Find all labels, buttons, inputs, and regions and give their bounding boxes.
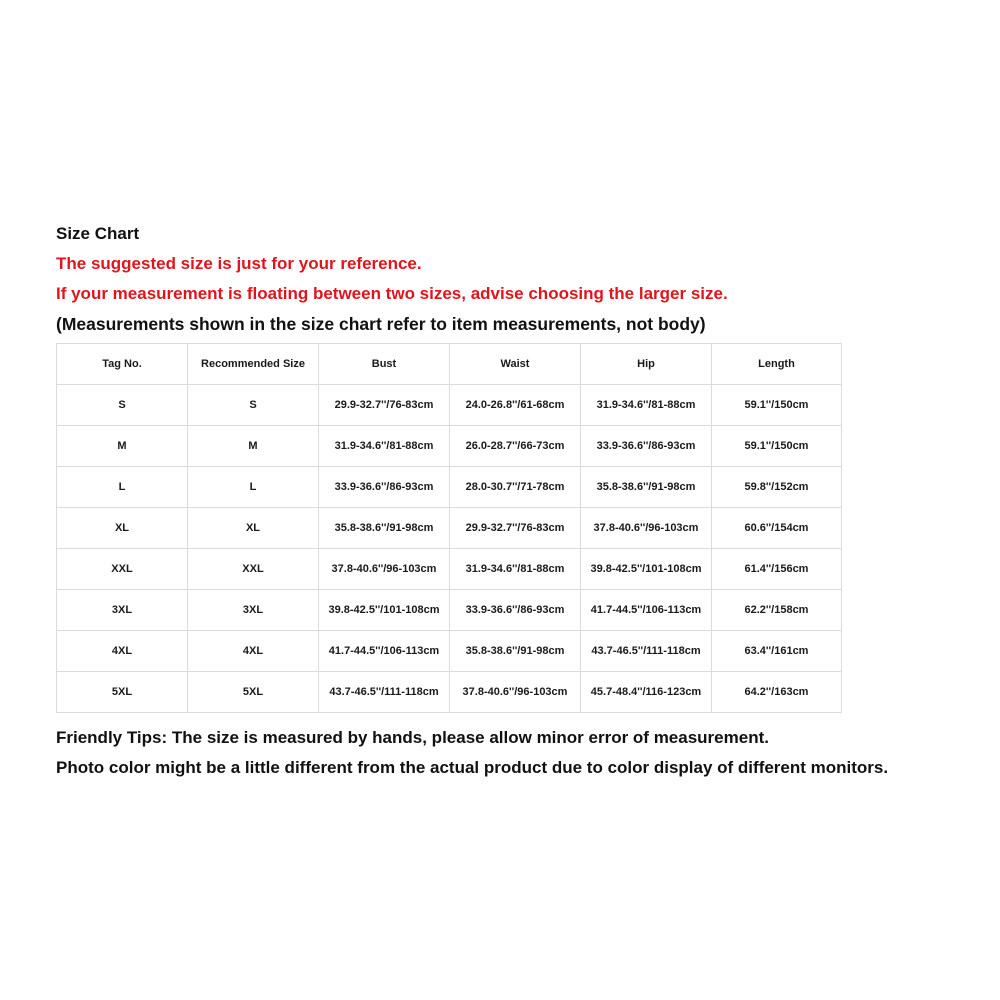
column-header-length: Length	[712, 344, 842, 385]
cell-recommended-size: 3XL	[188, 590, 319, 631]
cell-waist: 35.8-38.6''/91-98cm	[450, 631, 581, 672]
cell-bust: 41.7-44.5''/106-113cm	[319, 631, 450, 672]
cell-tag-no: M	[57, 426, 188, 467]
cell-recommended-size: M	[188, 426, 319, 467]
table-row	[57, 426, 842, 467]
cell-bust: 37.8-40.6''/96-103cm	[319, 549, 450, 590]
cell-waist: 31.9-34.6''/81-88cm	[450, 549, 581, 590]
cell-length: 62.2''/158cm	[712, 590, 842, 631]
cell-hip: 31.9-34.6''/81-88cm	[581, 385, 712, 426]
cell-recommended-size: XL	[188, 508, 319, 549]
friendly-tip: Friendly Tips: The size is measured by hands, please allow minor error of measurement.	[56, 728, 769, 747]
cell-recommended-size: S	[188, 385, 319, 426]
cell-recommended-size: XXL	[188, 549, 319, 590]
cell-tag-no: 3XL	[57, 590, 188, 631]
page-title: Size Chart	[56, 224, 140, 243]
cell-length: 63.4''/161cm	[712, 631, 842, 672]
table-row	[57, 672, 842, 713]
cell-length: 59.8''/152cm	[712, 467, 842, 508]
larger-size-advice: If your measurement is floating between two sizes, advise choosing the larger size.	[56, 284, 728, 303]
cell-bust: 33.9-36.6''/86-93cm	[319, 467, 450, 508]
column-header-bust: Bust	[319, 344, 450, 385]
cell-hip: 39.8-42.5''/101-108cm	[581, 549, 712, 590]
column-header-tag-no: Tag No.	[57, 344, 188, 385]
table-row	[57, 631, 842, 672]
cell-waist: 29.9-32.7''/76-83cm	[450, 508, 581, 549]
cell-hip: 35.8-38.6''/91-98cm	[581, 467, 712, 508]
cell-recommended-size: 5XL	[188, 672, 319, 713]
size-chart-container	[56, 219, 976, 783]
cell-waist: 28.0-30.7''/71-78cm	[450, 467, 581, 508]
cell-bust: 39.8-42.5''/101-108cm	[319, 590, 450, 631]
cell-hip: 43.7-46.5''/111-118cm	[581, 631, 712, 672]
cell-hip: 33.9-36.6''/86-93cm	[581, 426, 712, 467]
cell-tag-no: XXL	[57, 549, 188, 590]
cell-bust: 43.7-46.5''/111-118cm	[319, 672, 450, 713]
cell-bust: 31.9-34.6''/81-88cm	[319, 426, 450, 467]
cell-hip: 37.8-40.6''/96-103cm	[581, 508, 712, 549]
cell-length: 60.6''/154cm	[712, 508, 842, 549]
table-row	[57, 590, 842, 631]
cell-length: 61.4''/156cm	[712, 549, 842, 590]
cell-waist: 33.9-36.6''/86-93cm	[450, 590, 581, 631]
cell-waist: 37.8-40.6''/96-103cm	[450, 672, 581, 713]
cell-hip: 41.7-44.5''/106-113cm	[581, 590, 712, 631]
table-row	[57, 549, 842, 590]
cell-length: 59.1''/150cm	[712, 426, 842, 467]
color-disclaimer: Photo color might be a little different from the actual product due to color display of different monitors.	[56, 758, 889, 777]
column-header-recommended-size: Recommended Size	[188, 344, 319, 385]
column-header-hip: Hip	[581, 344, 712, 385]
cell-bust: 29.9-32.7''/76-83cm	[319, 385, 450, 426]
cell-tag-no: XL	[57, 508, 188, 549]
cell-waist: 24.0-26.8''/61-68cm	[450, 385, 581, 426]
column-header-waist: Waist	[450, 344, 581, 385]
tips-section	[56, 723, 976, 783]
size-table	[56, 343, 842, 713]
cell-tag-no: 5XL	[57, 672, 188, 713]
cell-recommended-size: L	[188, 467, 319, 508]
cell-tag-no: 4XL	[57, 631, 188, 672]
reference-notice: The suggested size is just for your reference.	[56, 254, 422, 273]
cell-tag-no: S	[57, 385, 188, 426]
table-row	[57, 508, 842, 549]
measurement-note: (Measurements shown in the size chart refer to item measurements, not body)	[56, 314, 706, 334]
table-row	[57, 467, 842, 508]
cell-bust: 35.8-38.6''/91-98cm	[319, 508, 450, 549]
cell-length: 64.2''/163cm	[712, 672, 842, 713]
cell-hip: 45.7-48.4''/116-123cm	[581, 672, 712, 713]
table-row	[57, 385, 842, 426]
cell-waist: 26.0-28.7''/66-73cm	[450, 426, 581, 467]
cell-length: 59.1''/150cm	[712, 385, 842, 426]
table-header-row	[57, 344, 842, 385]
cell-tag-no: L	[57, 467, 188, 508]
cell-recommended-size: 4XL	[188, 631, 319, 672]
